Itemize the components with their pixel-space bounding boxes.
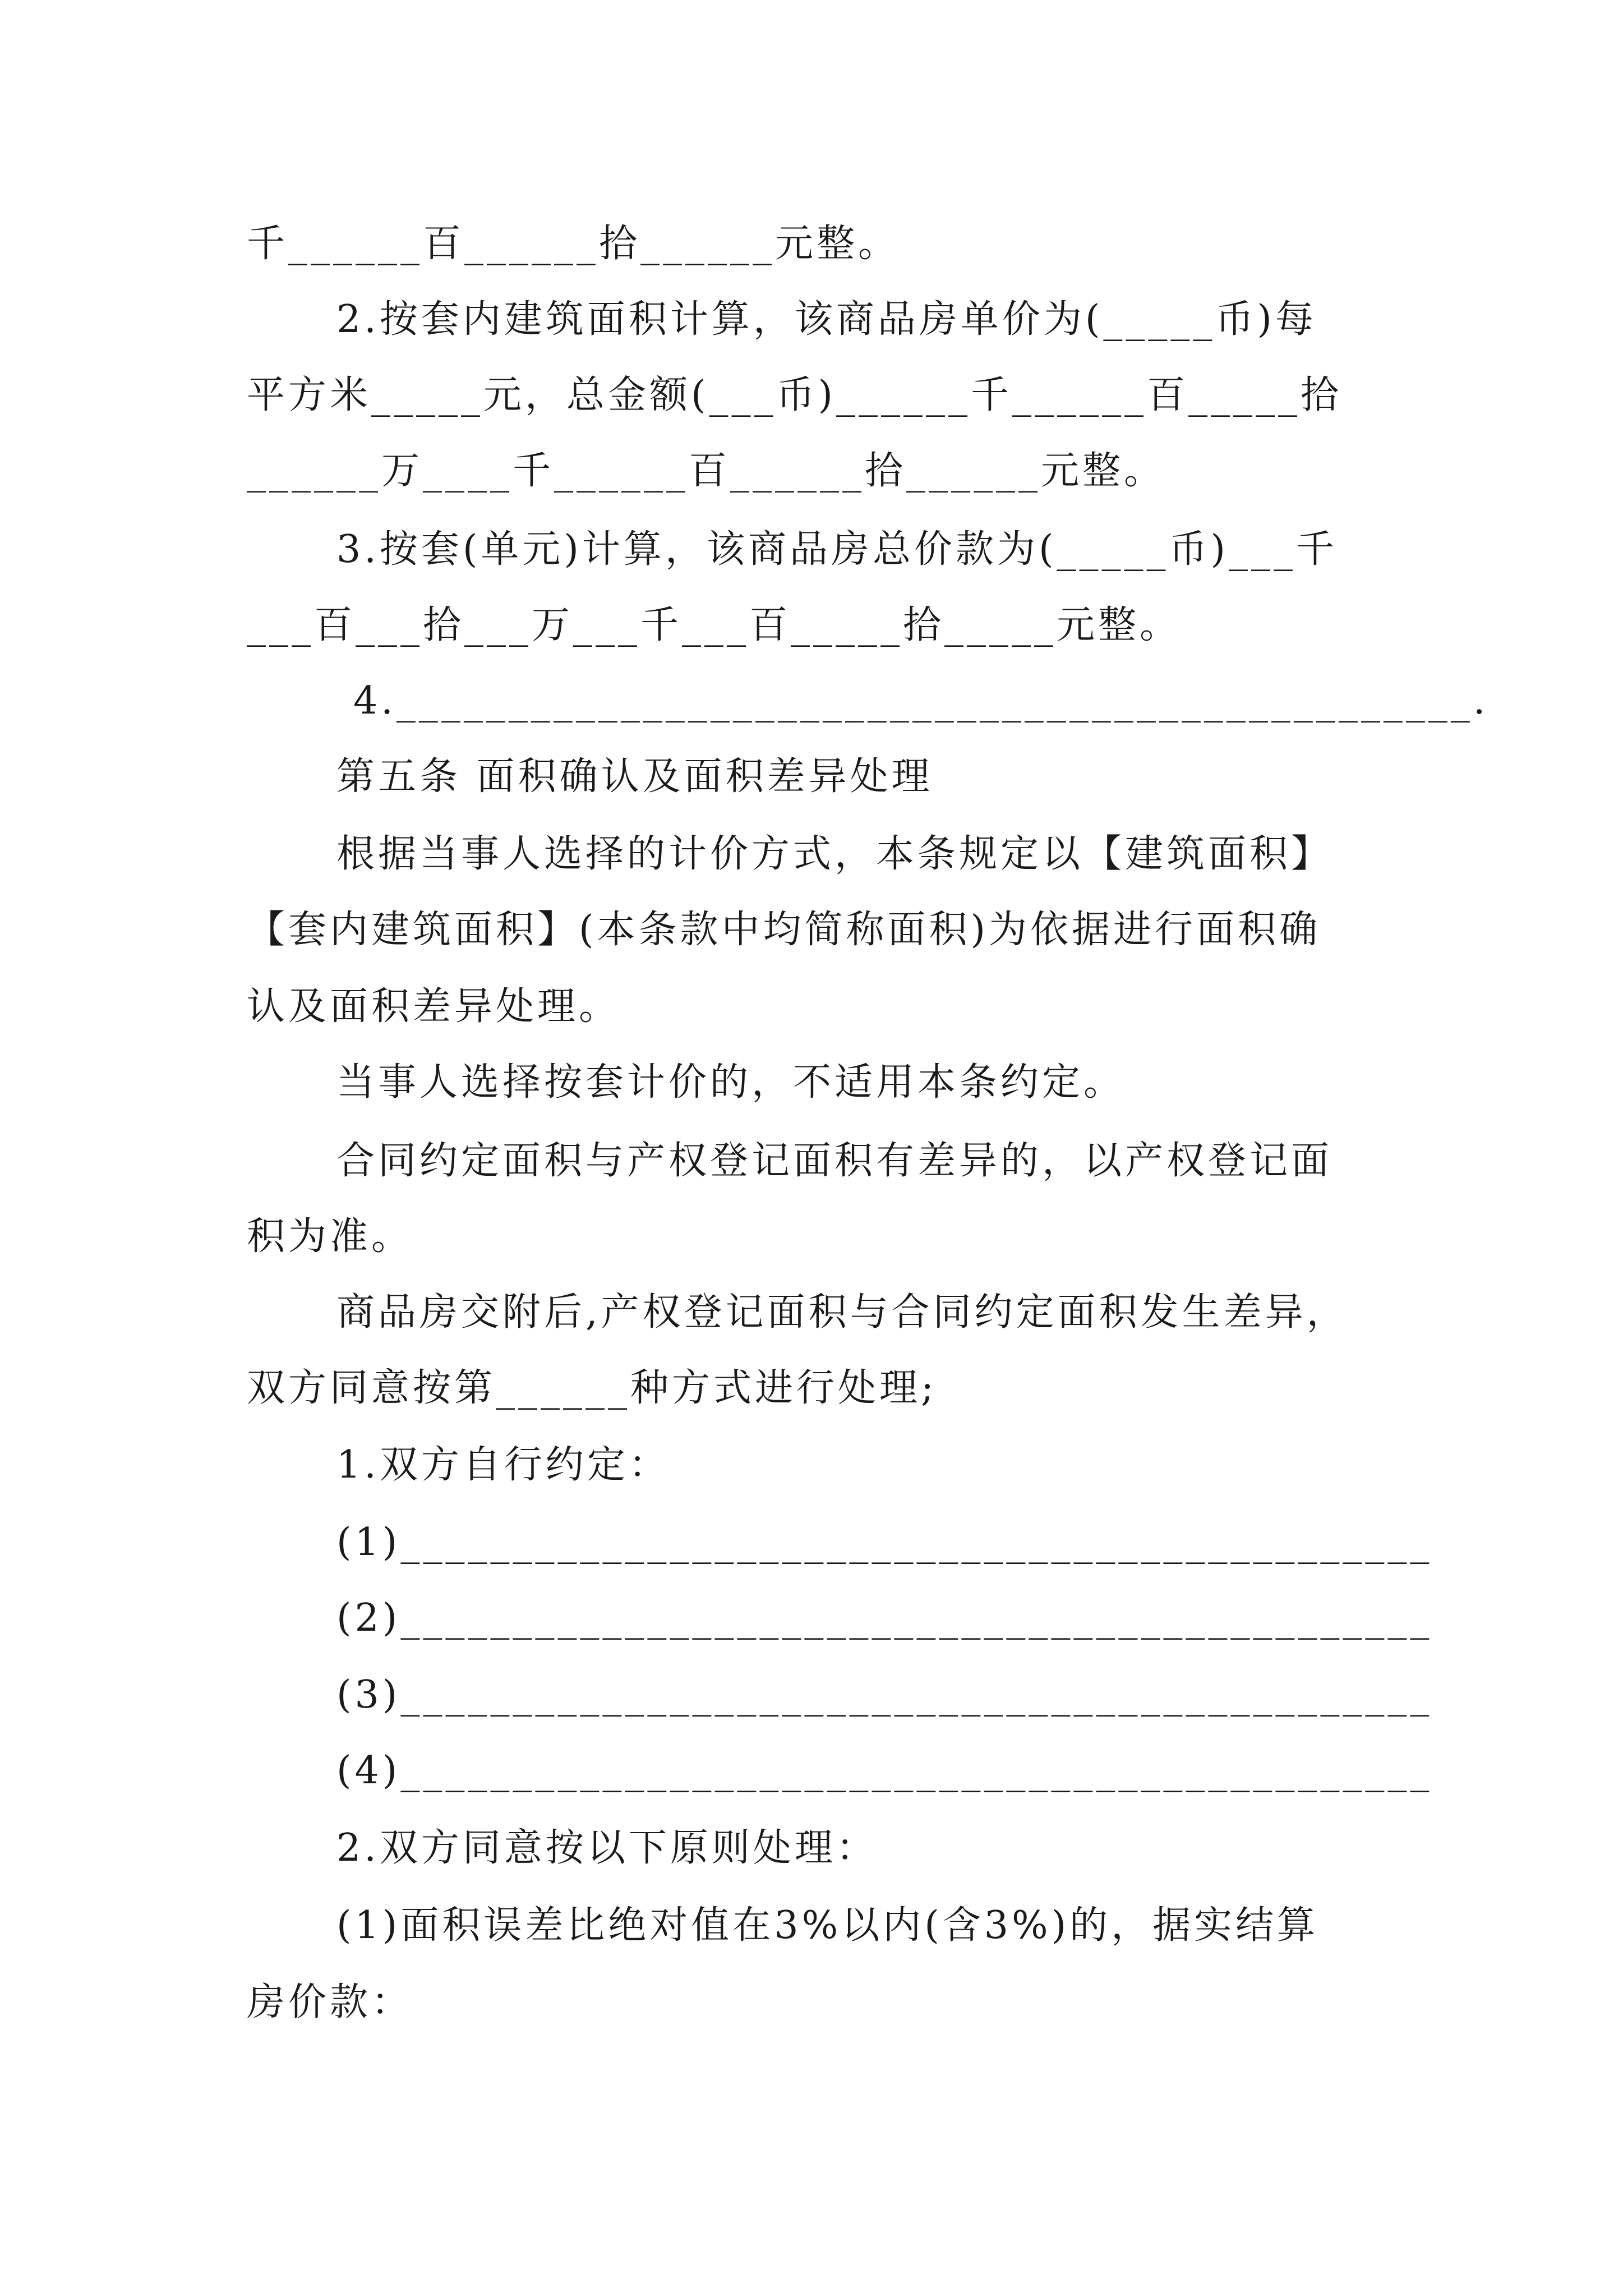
section-heading: 第五条 面积确认及面积差异处理 [336,754,933,799]
text-line-21: (4)______________________________________________ [336,1749,1433,1793]
text-line-19: (2)______________________________________________ [336,1596,1433,1640]
text-line-20: (3)______________________________________________ [336,1673,1433,1717]
text-line-22: 2.双方同意按以下原则处理： [336,1826,878,1870]
text-line-14: 积为准。 [247,1214,413,1259]
text-line-1: 千______百______拾______元整。 [247,222,900,266]
text-line-9: 根据当事人选择的计价方式，本条规定以【建筑面积】 [336,832,1333,876]
text-line-23: (1)面积误差比绝对值在3%以内(含3%)的，据实结算 [336,1903,1319,1948]
text-line-7: 4.________________________________________________. [353,679,1489,723]
text-line-11: 认及面积差异处理。 [247,984,621,1029]
text-line-17: 1.双方自行约定： [336,1443,670,1487]
text-line-5: 3.按套(单元)计算，该商品房总价款为(_____币)___千 [336,527,1338,572]
text-line-10: 【套内建筑面积】(本条款中均简称面积)为依据进行面积确 [247,908,1321,952]
text-line-18: (1)______________________________________________ [336,1520,1433,1565]
text-line-6: ___百___拾___万___千___百_____拾_____元整。 [247,603,1182,647]
text-line-13: 合同约定面积与产权登记面积有差异的，以产权登记面 [336,1139,1333,1183]
text-line-24: 房价款： [247,1980,413,2024]
text-line-2: 2.按套内建筑面积计算，该商品房单价为(_____币)每 [336,297,1317,342]
text-line-4: ______万____千______百______拾______元整。 [247,449,1166,493]
text-line-12: 当事人选择按套计价的，不适用本条约定。 [336,1060,1126,1105]
text-line-16: 双方同意按第______种方式进行处理; [247,1366,937,1410]
text-line-3: 平方米_____元，总金额(___币)______千______百_____拾 [247,373,1343,417]
text-line-15: 商品房交附后,产权登记面积与合同约定面积发生差异， [336,1290,1348,1335]
